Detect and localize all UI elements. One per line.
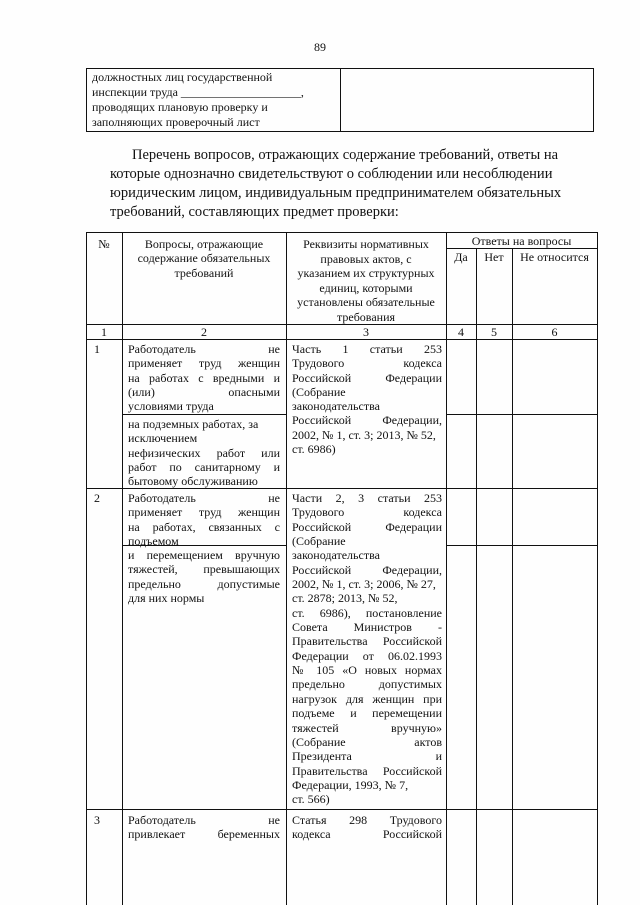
- intro-line: которые однозначно свидетельствуют о соблюдении или несоблюдении: [110, 166, 553, 182]
- column-number: 3: [363, 325, 369, 339]
- header-number: №: [98, 237, 110, 251]
- question-text: Работодатель не привлекает беременных: [128, 813, 280, 842]
- row-number: 2: [94, 491, 100, 505]
- intro-line: требований, составляющих предмет проверки:: [110, 204, 399, 220]
- column-number: 1: [101, 325, 107, 339]
- requisites-text: Часть 1 статьи 253 Трудового кодекса Российской Федерации (Собрание законодательства Российской Федерации, 2002, № 1, ст. 3; 2013, № 52, ст. 6986): [292, 342, 442, 457]
- intro-line: юридическим лицом, индивидуальным предпринимателем обязательных: [110, 185, 562, 201]
- header-yes: Да: [454, 250, 468, 264]
- column-number: 5: [491, 325, 497, 339]
- question-text: и перемещением вручную тяжестей, превышающих предельно допустимые для них нормы: [128, 548, 280, 605]
- header-requisites: Реквизиты нормативных правовых актов, с указанием их структурных единиц, которыми установлены обязательные требования: [297, 237, 435, 324]
- header-answers: Ответы на вопросы: [471, 234, 572, 248]
- top-box-line: проводящих плановую проверку и: [92, 100, 268, 114]
- column-number: 2: [201, 325, 207, 339]
- question-text: Работодатель не применяет труд женщин на работах, связанных с подъемом: [128, 491, 280, 548]
- header-not-applicable: Не относится: [520, 250, 589, 264]
- intro-line: Перечень вопросов, отражающих содержание требований, ответы на: [132, 147, 559, 163]
- top-box-line: должностных лиц государственной: [92, 70, 273, 84]
- column-number: 4: [458, 325, 464, 339]
- column-number: 6: [551, 325, 558, 339]
- requisites-text: Части 2, 3 статьи 253 Трудового кодекса Российской Федерации (Собрание законодательства Российской Федерации, 2002, № 1, ст. 3; 2006, № 27, ст. 2878; 2013, № 52, ст. 6986), постановление Совета Министров - Правительства Российской Федерации от 06.02.1993 № 105 «О новых нормах предельно допустимых нагрузок для женщин при подъеме и перемещении тяжестей вручную» (Собрание актов Президента и Правительства Российской Федерации, 1993, № 7, ст. 566): [292, 491, 442, 807]
- row-number: 1: [94, 342, 100, 356]
- header-questions: Вопросы, отражающие содержание обязательных требований: [137, 237, 271, 280]
- row-number: 3: [94, 813, 100, 827]
- question-text: Работодатель не применяет труд женщин на работах с вредными и (или) опасными условиями труда: [128, 342, 280, 414]
- top-box-line: заполняющих проверочный лист: [92, 115, 260, 129]
- header-no: Нет: [484, 250, 504, 264]
- requisites-text: Статья 298 Трудового кодекса Российской: [292, 813, 442, 842]
- top-box-line: инспекции труда ____________________,: [92, 85, 304, 99]
- page-number: 89: [314, 40, 326, 54]
- question-text: на подземных работах, за исключением нефизических работ или работ по санитарному и бытовому обслуживанию: [128, 417, 280, 489]
